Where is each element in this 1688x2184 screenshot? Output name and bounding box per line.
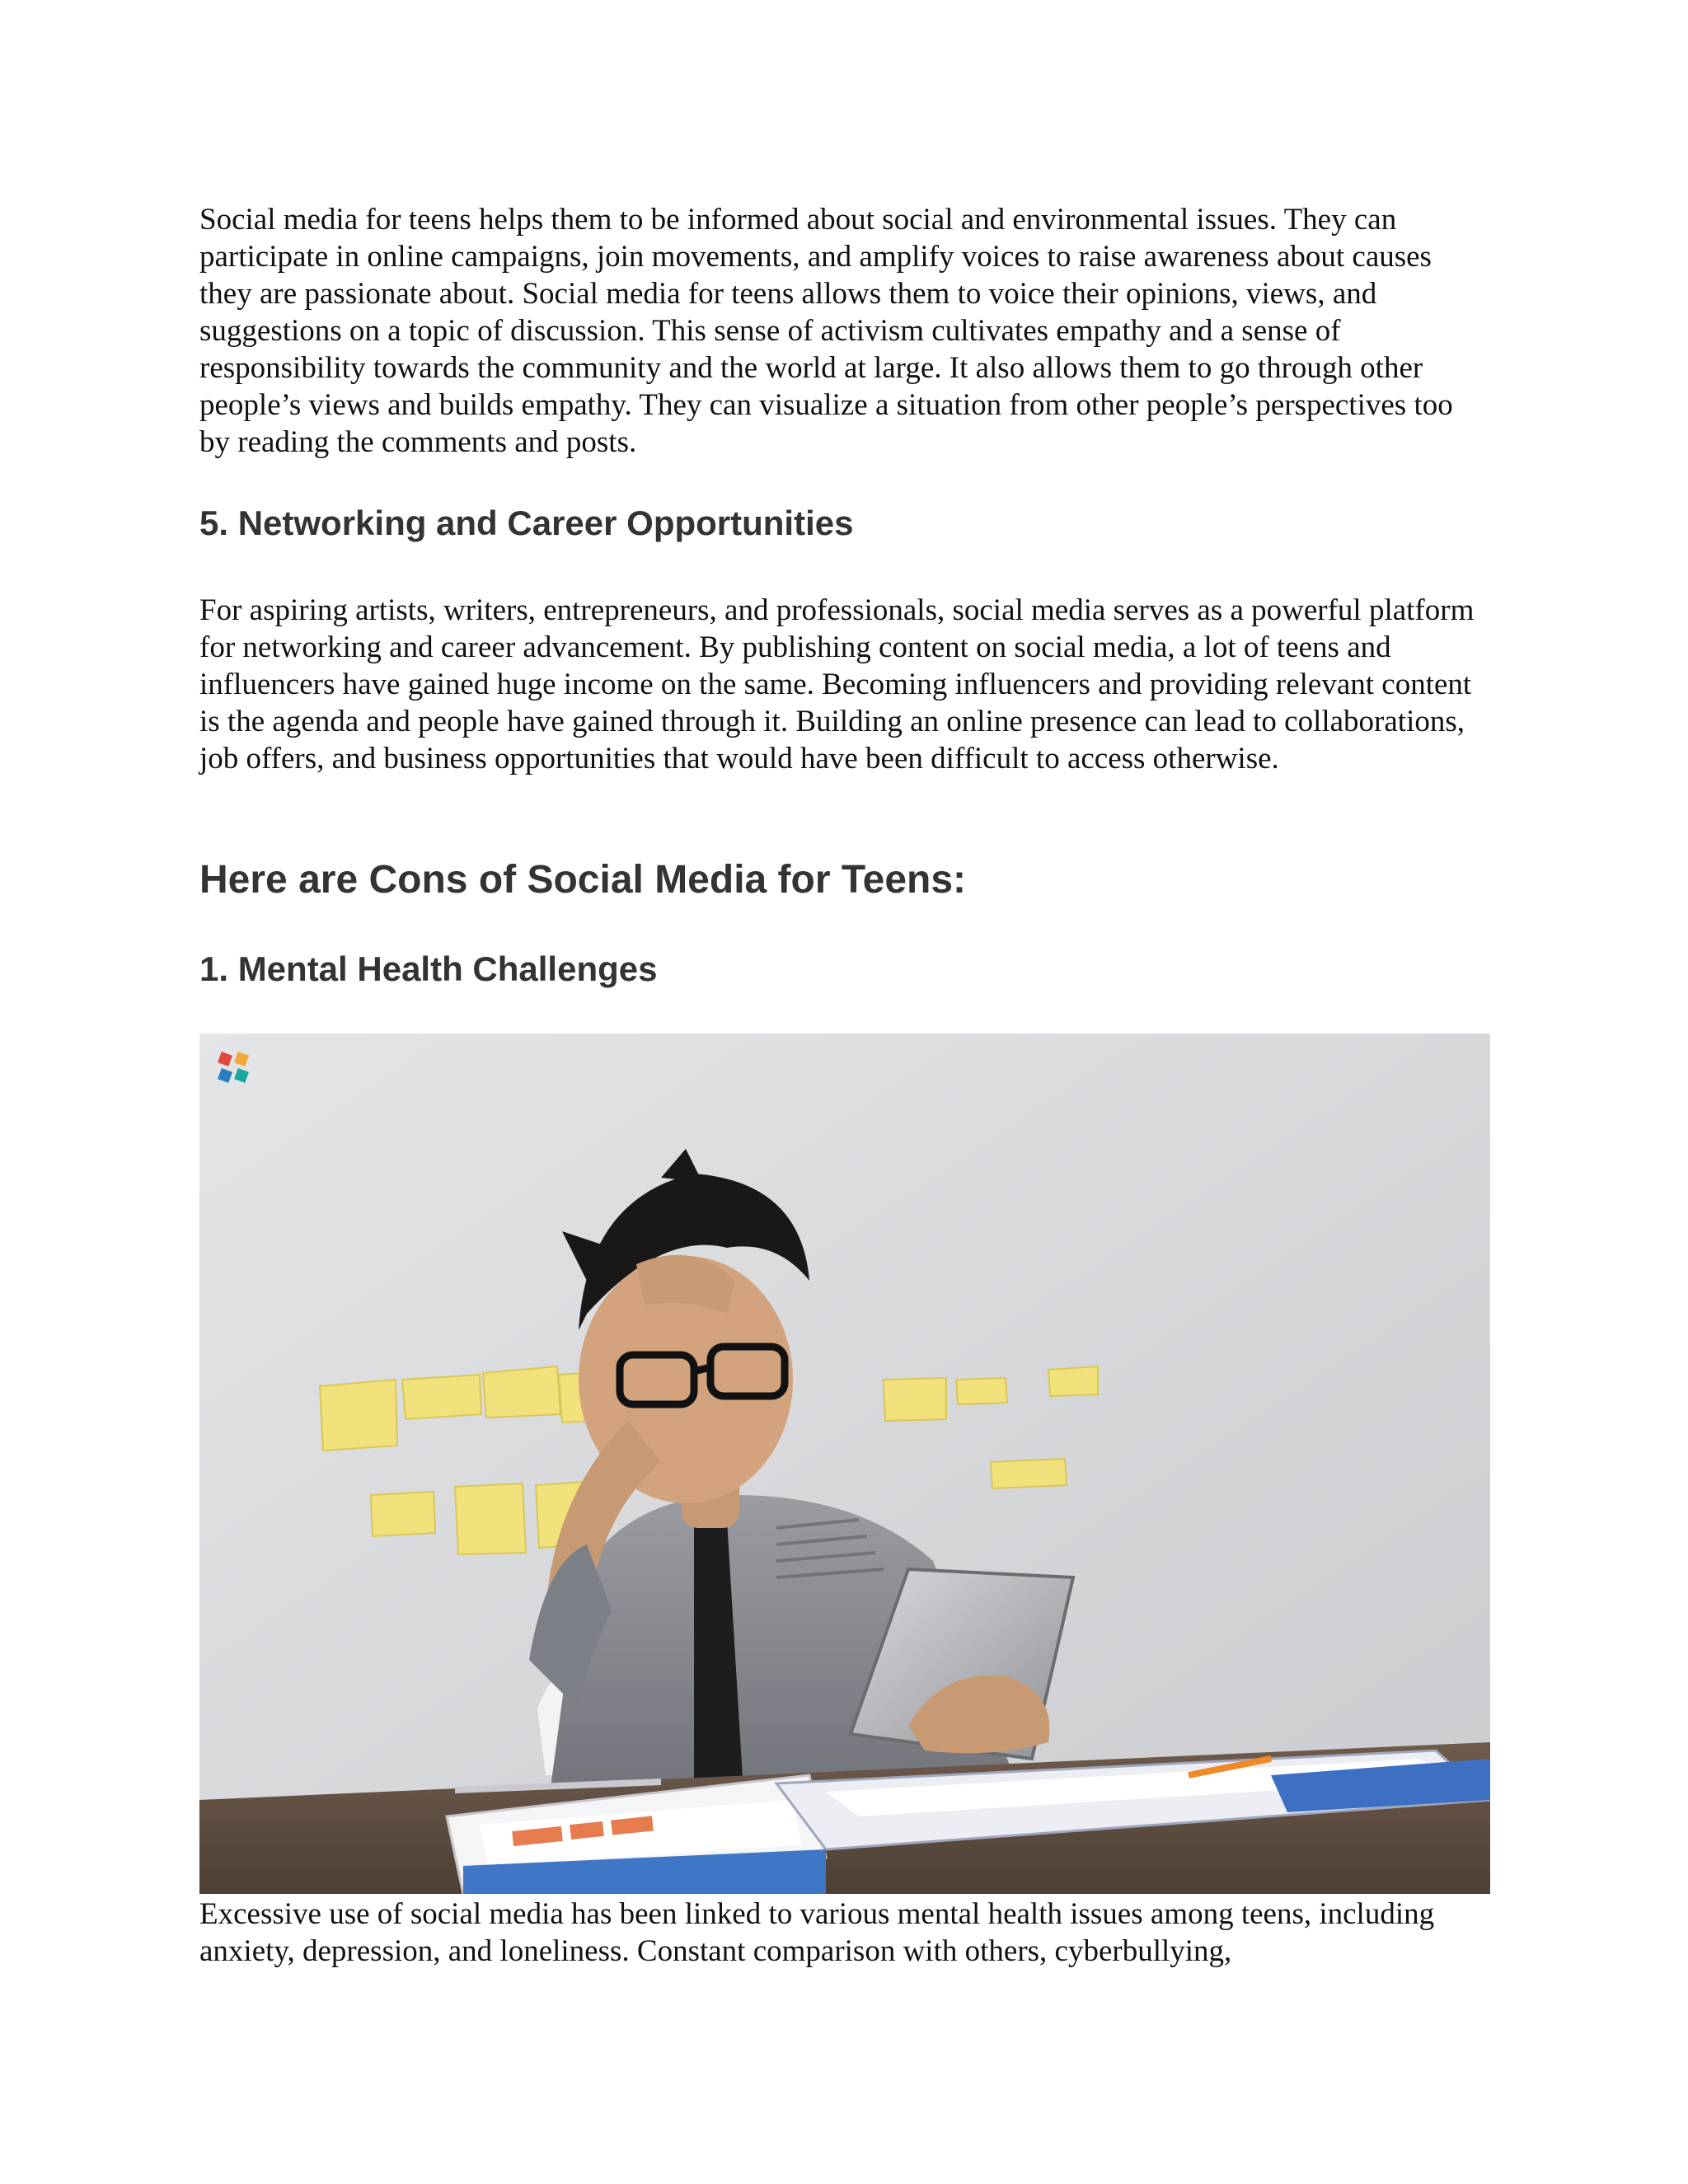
heading-mental-health-challenges: 1. Mental Health Challenges	[199, 949, 658, 988]
paragraph-networking: For aspiring artists, writers, entrepreneurs, and professionals, social media serves as a powerful platform for networking and career advancement. By publishing content on social media, a lot of teens and influencers have gained huge income on the same. Becoming influencers and providing relevant content is the agenda and people have gained through it. Building an online presence can lead to collaborations, job offers, and business opportunities that would have been difficult to access otherwise.	[199, 593, 1475, 776]
heading-cons-of-social-media: Here are Cons of Social Media for Teens:	[199, 858, 967, 902]
stressed-teen-photo	[199, 1033, 1490, 1894]
heading-networking-career: 5. Networking and Career Opportunities	[199, 504, 854, 542]
paragraph-activism: Social media for teens helps them to be informed about social and environmental issues. They can participate in online campaigns, join movements, and amplify voices to raise awareness about causes they are passionate about. Social media for teens allows them to voice their opinions, views, and suggestions on a topic of discussion. This sense of activism cultivates empathy and a sense of responsibility towards the community and the world at large. It also allows them to go through other people’s views and builds empathy. They can visualize a situation from other people’s perspectives too by reading the comments and posts.	[199, 203, 1453, 459]
paragraph-mental-health: Excessive use of social media has been linked to various mental health issues among teens, including anxiety, depression, and loneliness. Constant comparison with others, cyberbullying,	[199, 1897, 1435, 1968]
